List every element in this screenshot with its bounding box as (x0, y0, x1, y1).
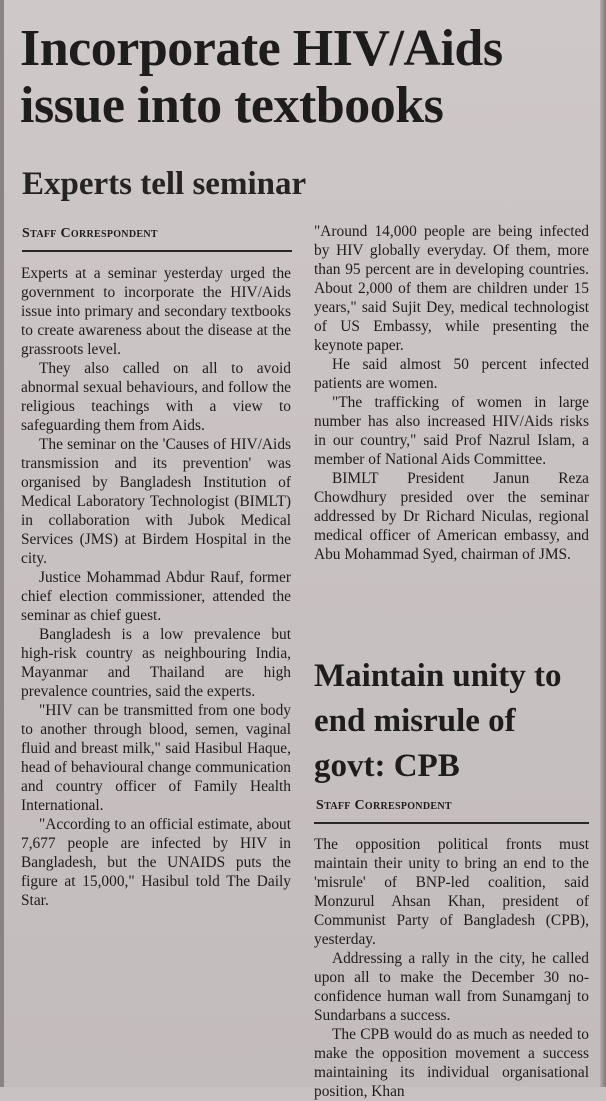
article-paragraph: The CPB would do as much as needed to make the opposition movement a success maintaining its individual organisational position, Khan (314, 1026, 589, 1100)
article-paragraph: Experts at a seminar yesterday urged the government to incorporate the HIV/Aids issue into primary and secondary textbooks to create awareness about the disease at the grassroots level. (21, 265, 291, 358)
clipping-right-edge (600, 0, 606, 1087)
clipping-left-edge (0, 0, 4, 1087)
second-byline-rule (314, 822, 589, 824)
second-article-headline: Maintain unity to end misrule of govt: CPB (314, 658, 562, 784)
article-paragraph: "According to an official estimate, about 7,677 people are infected by HIV in Bangladesh, but the UNAIDS puts the figure at 15,000," Hasibul told The Daily Star. (21, 816, 291, 909)
article-paragraph: They also called on all to avoid abnormal sexual behaviours, and follow the religious teachings with a view to safeguarding them from Aids. (21, 360, 291, 434)
article-paragraph: He said almost 50 percent infected patients are women. (314, 356, 589, 392)
article-subheadline: Experts tell seminar (22, 166, 307, 202)
article-paragraph: Bangladesh is a low prevalence but high-risk country as neighbouring India, Mayanmar and Thailand are high prevalence countries, said the experts. (21, 626, 291, 700)
byline-rule (22, 250, 292, 252)
article-paragraph: The seminar on the 'Causes of HIV/Aids transmission and its prevention' was organised by Bangladesh Institution of Medical Laboratory Technologist (BIMLT) in collaboration with Jubok Medical Services (JMS) at Birdem Hospital in the city. (21, 436, 291, 567)
article-paragraph: The opposition political fronts must maintain their unity to bring an end to the 'misrule' of BNP-led coalition, said Monzurul Ahsan Khan, president of Communist Party of Bangladesh (CPB), yesterday. (314, 836, 589, 948)
article-paragraph: Justice Mohammad Abdur Rauf, former chief election commissioner, attended the seminar as chief guest. (21, 569, 291, 624)
article-headline: Incorporate HIV/Aids issue into textbooks (20, 20, 503, 134)
article-paragraph: Addressing a rally in the city, he called upon all to make the December 30 no-confidence human wall from Sunamganj to Sundarbans a success. (314, 950, 589, 1024)
article-paragraph: "HIV can be transmitted from one body to another through blood, semen, vaginal fluid and breast milk," said Hasibul Haque, head of behavioural change communication and country officer of Family Health International. (21, 702, 291, 814)
article-byline: Staff Correspondent (22, 226, 158, 241)
article-paragraph: "Around 14,000 people are being infected by HIV globally everyday. Of them, more than 95 percent are in developing countries. About 2,000 of them are children under 15 years," said Sujit Dey, medical technologist of US Embassy, while presenting the keynote paper. (314, 223, 589, 354)
article-paragraph: BIMLT President Janun Reza Chowdhury presided over the seminar addressed by Dr Richard Niculas, regional medical officer of American embassy, and Abu Mohammad Syed, chairman of JMS. (314, 470, 589, 563)
second-article-byline: Staff Correspondent (316, 798, 452, 813)
article-paragraph: "The trafficking of women in large number has also increased HIV/Aids risks in our country," said Prof Nazrul Islam, a member of National Aids Committee. (314, 394, 589, 468)
article-left-column (21, 264, 291, 910)
second-article-column (314, 835, 589, 1100)
article-right-column (314, 222, 589, 564)
